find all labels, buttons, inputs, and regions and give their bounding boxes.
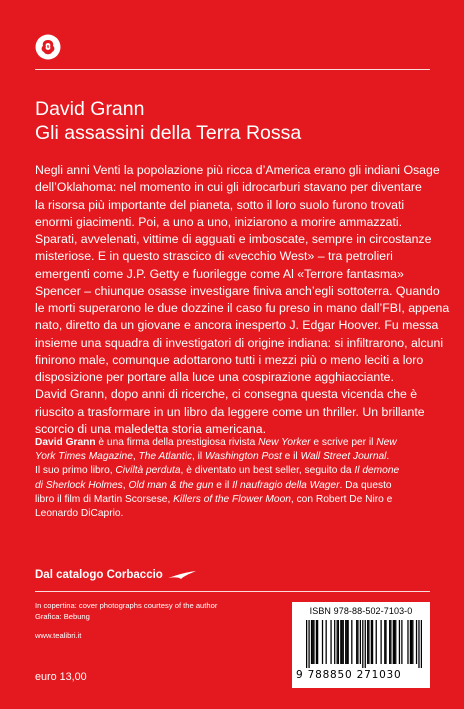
bio-text: , con Robert De Niro e	[290, 493, 393, 505]
synopsis-line: misteriose. E in questo strascico di «vecchio West» – tra petrolieri	[35, 249, 393, 264]
barcode-bar	[390, 620, 391, 664]
author-bio	[35, 436, 435, 521]
bio-italic: Il demone	[354, 465, 400, 477]
bio-italic: Washington Post	[205, 451, 282, 463]
barcode-bar	[337, 620, 338, 664]
rose-logo-icon	[35, 34, 61, 60]
isbn-barcode-box	[292, 602, 430, 688]
barcode-bar	[401, 620, 402, 664]
barcode-number: 9 788850 271030	[296, 669, 402, 681]
bio-text: ,	[132, 451, 139, 463]
synopsis-line: le morti superarono le due dozzine il caso fu preso in mano dall’FBI, appena	[35, 301, 450, 315]
bio-text: è una firma della prestigiosa rivista	[95, 437, 259, 448]
barcode-bar	[410, 620, 411, 664]
graphics-credit: Grafica: Bebung	[35, 611, 90, 621]
bio-text: e scrive per il	[310, 437, 377, 448]
bio-italic: Killers of the Flower Moon	[173, 493, 291, 505]
bottom-divider	[35, 591, 430, 592]
barcode-bar	[418, 620, 419, 668]
bio-italic: di Sherlock Holmes	[35, 479, 123, 491]
synopsis	[35, 162, 450, 438]
bio-text: . Da questo	[339, 479, 392, 491]
synopsis-line: insieme una squadra di investigatori di origine indiana: si infiltrarono, alcuni	[35, 335, 444, 350]
bio-text: .	[386, 451, 390, 463]
barcode-bar	[412, 620, 413, 664]
barcode-bar	[322, 620, 323, 664]
barcode-bar	[341, 620, 342, 664]
bio-italic: Il naufragio della Wager	[232, 479, 340, 491]
top-divider	[35, 69, 430, 70]
barcode-bar	[407, 620, 408, 664]
barcode-bar	[395, 620, 396, 664]
bio-text: libro il film di Martin Scorsese,	[35, 493, 174, 505]
bio-italic: The Atlantic	[138, 451, 192, 463]
synopsis-line: enormi giacimenti. Poi, a uno a uno, iniziarono a morire ammazzati.	[35, 214, 403, 229]
barcode-bar	[306, 620, 307, 668]
bio-text: , è diventato un best seller, seguito da	[180, 465, 355, 477]
bio-text: e il	[213, 479, 233, 491]
barcode-bar	[367, 620, 368, 664]
bio-author-name: David Grann	[35, 437, 96, 448]
barcode-bar	[380, 620, 381, 664]
barcode-bar	[411, 620, 412, 664]
barcode-bar	[338, 620, 339, 664]
cover-credit: In copertina: cover photographs courtesy of the author	[35, 601, 218, 610]
barcode-bar	[356, 620, 357, 664]
synopsis-line: dell’Oklahoma: nel momento in cui gli idrocarburi stavano per diventare	[35, 180, 422, 195]
book-title: Gli assassini della Terra Rossa	[35, 122, 302, 144]
barcode-bar	[346, 620, 347, 664]
bio-text: e il	[281, 451, 301, 463]
barcode-bar	[326, 620, 327, 664]
synopsis-line: nato, diretto da un giovane e ancora inesperto J. Edgar Hoover. Fu messa	[35, 318, 439, 333]
barcode-bar	[421, 620, 422, 668]
barcode-bar	[376, 620, 377, 664]
barcode-bar	[340, 620, 341, 664]
price: euro 13,00	[35, 671, 87, 683]
barcode-bar	[345, 620, 346, 664]
synopsis-line: finirono male, comunque adottarono tutti i mezzi più o meno leciti a loro	[35, 352, 424, 367]
barcode-bar	[389, 620, 390, 664]
barcode	[306, 620, 422, 668]
credits	[35, 601, 217, 622]
barcode-bar	[348, 620, 349, 664]
barcode-bar	[316, 620, 317, 664]
bio-italic: New Yorker	[258, 437, 311, 448]
barcode-bar	[368, 620, 369, 664]
book-heading	[35, 97, 301, 145]
barcode-bar	[312, 620, 313, 664]
barcode-bar	[416, 620, 417, 664]
isbn-label: ISBN 978-88-502-7103-0	[309, 606, 413, 616]
bird-swoosh-icon	[167, 570, 197, 580]
synopsis-line: Negli anni Venti la popolazione più ricca d’America erano gli indiani Osage	[35, 163, 440, 177]
barcode-bar	[343, 620, 344, 664]
synopsis-line: riuscito a trasformare in un libro da leggere come un thriller. Un brillante	[35, 404, 425, 419]
barcode-bar	[313, 620, 314, 664]
barcode-bar	[317, 620, 318, 664]
synopsis-line: emergenti come J.P. Getty e fuorilegge come Al «Terrore fantasma»	[35, 266, 404, 281]
synopsis-line: David Grann, dopo anni di ricerche, ci consegna questa vicenda che è	[35, 387, 418, 402]
catalog-line	[35, 569, 197, 581]
synopsis-line: disposizione per portare alla luce una cospirazione agghiacciante.	[35, 370, 394, 384]
synopsis-line: Sparati, avvelenati, vittime di agguati e imboscate, sempre in circostanze	[35, 232, 432, 246]
synopsis-line: scorcio di una maledetta storia americana.	[35, 421, 267, 436]
barcode-bar	[357, 620, 358, 664]
bio-text: Leonardo DiCaprio.	[35, 508, 124, 520]
barcode-bar	[308, 620, 309, 668]
bio-text: Il suo primo libro,	[35, 465, 116, 477]
bio-text: , il	[191, 451, 205, 463]
barcode-bar	[385, 620, 386, 664]
barcode-bar	[372, 620, 373, 664]
barcode-bar	[334, 620, 335, 664]
barcode-bar	[371, 620, 372, 664]
synopsis-line: Spencer – chiunque osasse investigare finiva anch’egli sottoterra. Quando	[35, 283, 440, 298]
barcode-bar	[362, 620, 363, 668]
bio-italic: Civiltà perduta	[115, 465, 181, 477]
synopsis-line: la risorsa più importante del pianeta, sotto il loro suolo furono trovati	[35, 197, 405, 212]
website-link[interactable]: www.tealibri.it	[35, 631, 82, 640]
barcode-bar	[351, 620, 352, 664]
bio-italic: New	[376, 437, 397, 448]
barcode-bar	[365, 620, 366, 668]
barcode-bar	[393, 620, 394, 664]
barcode-bar	[360, 620, 361, 664]
bio-italic: York Times Magazine	[35, 451, 133, 463]
barcode-bar	[384, 620, 385, 664]
author-name: David Grann	[35, 98, 145, 120]
bio-italic: Old man & the gun	[128, 479, 214, 491]
barcode-bar	[330, 620, 331, 664]
bio-text: ,	[122, 479, 129, 491]
bio-italic: Wall Street Journal	[300, 451, 387, 463]
barcode-bar	[394, 620, 395, 664]
catalog-label: Dal catalogo Corbaccio	[35, 569, 163, 581]
barcode-bar	[399, 620, 400, 664]
barcode-bar	[311, 620, 312, 664]
